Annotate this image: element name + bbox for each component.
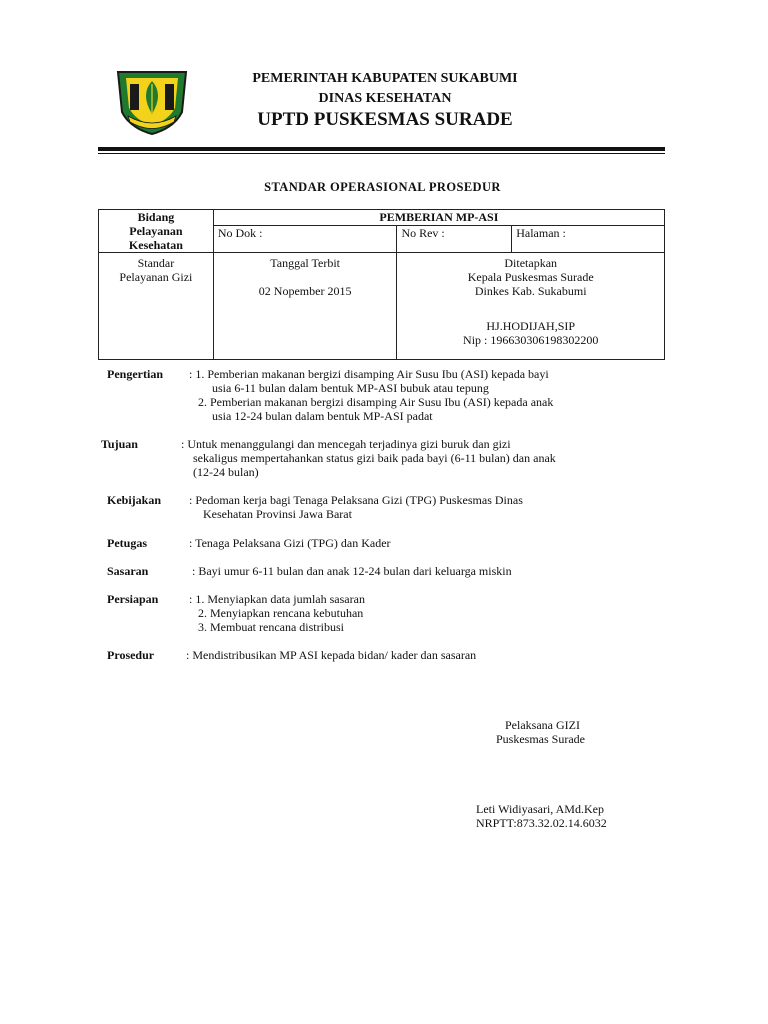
cell-ditetapkan <box>397 253 665 360</box>
kebijakan-line-2: Kesehatan Provinsi Jawa Barat <box>203 507 352 521</box>
header-thick-rule <box>98 147 665 151</box>
document-number: No Dok : <box>213 226 397 253</box>
prosedur-label: Prosedur <box>107 648 155 662</box>
kebijakan-line-1: : Pedoman kerja bagi Tenaga Pelaksana Gizi (TPG) Puskesmas Dinas <box>189 493 523 507</box>
sop-info-table <box>98 209 665 360</box>
standar-line-1: Standar <box>137 256 175 270</box>
persiapan-line-2: 2. Menyiapkan rencana kebutuhan <box>198 606 364 620</box>
persiapan-line-3: 3. Membuat rencana distribusi <box>198 620 344 634</box>
persiapan-label: Persiapan <box>107 592 159 606</box>
approver-name: HJ.HODIJAH,SIP <box>486 319 576 333</box>
approver-nip: Nip : 196630306198302200 <box>463 333 599 347</box>
signer-name: Leti Widiyasari, AMd.Kep <box>476 802 604 816</box>
tujuan-label: Tujuan <box>101 437 138 451</box>
header-institution: UPTD PUSKESMAS SURADE <box>257 109 513 130</box>
pengertian-line-4: usia 12-24 bulan dalam bentuk MP-ASI padat <box>212 409 433 423</box>
approver-office: Dinkes Kab. Sukabumi <box>474 284 587 298</box>
standar-line-2: Pelayanan Gizi <box>119 270 193 284</box>
sasaran-label: Sasaran <box>107 564 149 578</box>
pengertian-line-1: : 1. Pemberian makanan bergizi disamping Air Susu Ibu (ASI) kepada bayi <box>189 367 549 381</box>
signer-place: Puskesmas Surade <box>496 732 585 746</box>
bidang-line-1: Bidang <box>137 210 175 224</box>
revision-number: No Rev : <box>397 226 512 253</box>
prosedur-line-1: : Mendistribusikan MP ASI kepada bidan/ kader dan sasaran <box>186 648 477 662</box>
issue-date-value: 02 Nopember 2015 <box>258 284 352 298</box>
approved-label: Ditetapkan <box>504 256 558 270</box>
pengertian-line-3: 2. Pemberian makanan bergizi disamping Air Susu Ibu (ASI) kepada anak <box>198 395 554 409</box>
signer-role: Pelaksana GIZI <box>505 718 580 732</box>
procedure-title: PEMBERIAN MP-ASI <box>213 210 664 226</box>
tujuan-line-1: : Untuk menanggulangi dan mencegah terjadinya gizi buruk dan gizi <box>181 437 511 451</box>
header-thin-rule <box>98 153 665 154</box>
petugas-line-1: : Tenaga Pelaksana Gizi (TPG) dan Kader <box>189 536 391 550</box>
page-number: Halaman : <box>512 226 665 253</box>
pengertian-line-2: usia 6-11 bulan dalam bentuk MP-ASI bubuk atau tepung <box>212 381 489 395</box>
pengertian-label: Pengertian <box>107 367 163 381</box>
approver-title: Kepala Puskesmas Surade <box>467 270 594 284</box>
document-title: STANDAR OPERASIONAL PROSEDUR <box>264 180 501 194</box>
header-government: PEMERINTAH KABUPATEN SUKABUMI <box>252 71 518 86</box>
cell-bidang <box>99 210 214 253</box>
kebijakan-label: Kebijakan <box>107 493 162 507</box>
bidang-line-2: Pelayanan <box>129 224 183 238</box>
sukabumi-regency-seal-icon <box>112 68 192 138</box>
petugas-label: Petugas <box>107 536 147 550</box>
header-department: DINAS KESEHATAN <box>318 91 452 106</box>
signer-nrptt: NRPTT:873.32.02.14.6032 <box>476 816 607 830</box>
sasaran-line-1: : Bayi umur 6-11 bulan dan anak 12-24 bulan dari keluarga miskin <box>192 564 512 578</box>
cell-tanggal <box>213 253 397 360</box>
bidang-line-3: Kesehatan <box>128 238 183 252</box>
tujuan-line-2: sekaligus mempertahankan status gizi baik pada bayi (6-11 bulan) dan anak <box>193 451 556 465</box>
issue-date-label: Tanggal Terbit <box>270 256 340 270</box>
cell-standar <box>99 253 214 360</box>
persiapan-line-1: : 1. Menyiapkan data jumlah sasaran <box>189 592 365 606</box>
tujuan-line-3: (12-24 bulan) <box>193 465 259 479</box>
